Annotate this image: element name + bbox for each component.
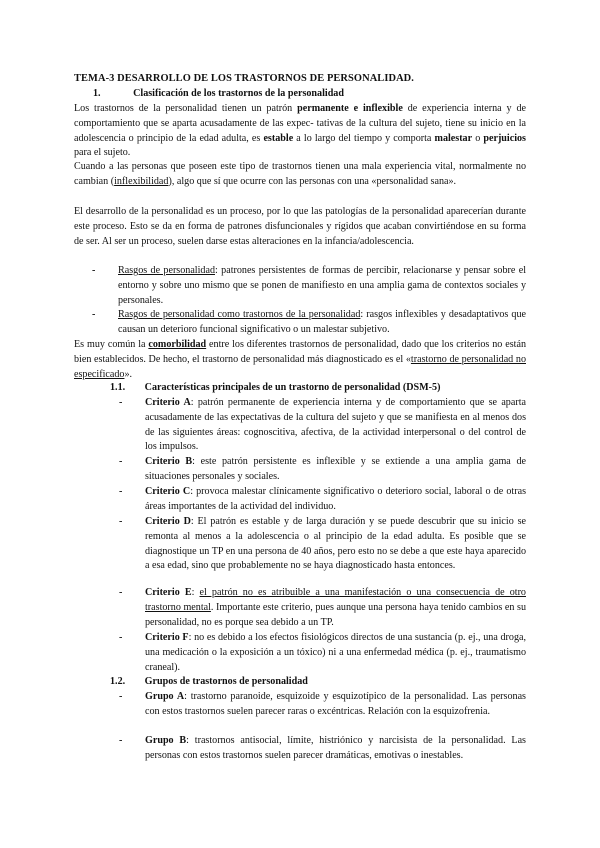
list-item (119, 631, 526, 676)
p1-text-d: a lo largo del tiempo y comporta (293, 132, 435, 144)
bullet-dash: - (92, 309, 96, 320)
p1-bold-malestar: malestar (434, 132, 473, 144)
p1-text-c: de experiencia interna y de comportamiento que se aparta acusadamente de las expec- tativas de la cultura del sujeto, tiene su inicio en la adolescencia o principio de la edad adulta, es (74, 103, 526, 144)
list-item (119, 690, 526, 734)
criterion-body: . Importante este criterio, pues aunque una persona haya tenido cambios en su personalidad, no es porque sea debido a un TP. (145, 601, 526, 628)
paragraph-2 (74, 160, 526, 190)
bullet-dash: - (119, 486, 123, 497)
group-body: : trastorno paranoide, esquizoide y esquizotípico de la personalidad. Las personas con estos trastornos suelen parecer raras o excéntricas. Relación con la esquizofrenia. (145, 691, 526, 717)
p1-text-f: para el sujeto. (74, 147, 131, 159)
bullet-dash: - (119, 397, 123, 408)
bullet-text (145, 734, 526, 764)
bullet-text: Criterio E: el patrón no es atribuible a una manifestación o una consecuencia de otro trastorno mental. Importante este criterio, pues aunque una persona haya tenido cambios en su personalidad, no es porque sea debido a un TP. (145, 587, 526, 628)
list-item (119, 455, 526, 485)
p1-text-e: o (472, 132, 484, 144)
list-item (119, 485, 526, 515)
section-1-1-heading (110, 381, 440, 396)
p2-text-a: Cuando a las personas que poseen este tipo de trastornos tienen una mala experiencia vital, normalmente no cambian ( (74, 161, 526, 187)
section-1-2-number: 1.2. (110, 676, 126, 687)
list-item (119, 396, 526, 455)
bullet-body: : patrones persistentes de formas de percibir, relacionarse y pensar sobre el entorno y sobre uno mismo que se ponen de manifiesto en una amplia gama de contextos sociales y personales. (118, 265, 526, 306)
section-1-1-title: Características principales de un trastorno de personalidad (DSM-5) (144, 382, 441, 393)
bullet-text (118, 308, 526, 338)
bullet-label: Rasgos de personalidad (118, 265, 215, 276)
bullet-text (145, 631, 526, 675)
criterion-body: : no es debido a los efectos fisiológicos directos de una sustancia (p. ej., una droga, una medicación o la exposición a un tóxico) ni a una enfermedad médica (p. ej., traumatismo craneal). (145, 632, 527, 673)
paragraph-1 (74, 102, 526, 161)
criterion-label: Criterio E (145, 587, 192, 598)
group-label: Grupo B (145, 735, 187, 746)
criterion-label: Criterio A (145, 397, 191, 408)
p2-underline-inflexibilidad: inflexibilidad (114, 175, 169, 187)
paragraph-3 (74, 205, 526, 249)
p4-underline-trastorno: trastorno de personalidad no especificado (74, 353, 526, 380)
p3-text: El desarrollo de la personalidad es un proceso, por lo que las patologías de la personalidad aparecerían durante este proceso. Esto se da en forma de patrones disfuncionales y rígidos que acaban convirtiéndose en su forma de ser. Al ser un proceso, suelen darse estas alteraciones en la infancia/adolescencia. (74, 206, 526, 247)
section-1-heading (93, 87, 344, 102)
p1-bold-permanente: permanente e inflexible (297, 103, 403, 114)
section-1-1-number: 1.1. (110, 382, 126, 393)
bullet-label: Rasgos de personalidad como trastornos de la personalidad (118, 309, 361, 320)
document-title: TEMA-3 DESARROLLO DE LOS TRASTORNOS DE PERSONALIDAD. (74, 73, 414, 84)
section-1-number: 1. (93, 88, 101, 99)
section-1-title: Clasificación de los trastornos de la personalidad (133, 88, 344, 99)
p1-bold-perjuicios: perjuicios (483, 132, 526, 144)
section-1-2-title: Grupos de trastornos de personalidad (144, 676, 308, 687)
p1-bold-estable: estable (263, 132, 294, 144)
criterion-underline: el patrón no es atribuible a una manifestación o una consecuencia de otro trastorno mental (145, 587, 526, 613)
bullet-text (145, 396, 526, 455)
paragraph-4 (74, 338, 526, 382)
bullet-text (145, 690, 526, 720)
p4-bold-comorbilidad: comorbilidad (148, 339, 207, 350)
bullet-text (145, 455, 526, 485)
bullet-dash: - (119, 587, 123, 598)
criterion-body: : El patrón es estable y de larga duración y se puede descubrir que su inicio se remonta al menos a la adolescencia o al principio de la edad adulta. Es posible que se diagnostique un TP en una persona de 40 años, pero esto no se debe a que este haya aparecido a esa edad, sino que probablemente no se haya diagnosticado hasta entonces. (145, 516, 526, 572)
p2-text-b: ), algo que sí que ocurre con las personas con una «personalidad sana». (168, 175, 457, 187)
criterion-body: : patrón permanente de experiencia interna y de comportamiento que se aparta acusadamente de las expectativas de la cultura del sujeto y que se manifiesta en al menos dos de las siguientes áreas: cognoscitiva, afectiva, de la actividad interpersonal o del control de los impulsos. (145, 397, 526, 453)
bullet-body: : rasgos inflexibles y desadaptativos que causan un deterioro funcional significativo o un malestar subjetivo. (118, 309, 526, 335)
bullet-dash: - (119, 632, 123, 643)
list-item (119, 734, 526, 764)
criterion-label: Criterio D (145, 516, 191, 527)
p4-text-c: ». (124, 368, 133, 380)
section-1-2-heading (110, 675, 308, 690)
list-item (92, 308, 526, 338)
list-item (119, 586, 526, 631)
bullet-dash: - (119, 456, 123, 467)
criterion-body: : este patrón persistente es inflexible y se extiende a una amplia gama de situaciones personales y sociales. (145, 456, 526, 482)
list-item (92, 264, 526, 308)
list-item (119, 515, 526, 583)
bullet-dash: - (92, 265, 96, 276)
bullet-dash: - (119, 691, 123, 702)
p4-text-b: entre los diferentes trastornos de personalidad, dado que los criterios no están bien establecidos. De hecho, el trastorno de personalidad más diagnosticado es el « (74, 339, 526, 365)
criterion-label: Criterio B (145, 456, 193, 467)
bullet-dash: - (119, 735, 123, 746)
criterion-label: Criterio C (145, 486, 191, 497)
p1-text-a: Los trastornos de la personalidad tienen un patrón (74, 103, 298, 114)
bullet-text (118, 264, 526, 308)
bullet-text (145, 515, 526, 574)
criterion-body: : provoca malestar clínicamente significativo o deterioro social, laboral o de otras áreas importantes de la actividad del individuo. (145, 486, 526, 512)
group-label: Grupo A (145, 691, 185, 702)
group-body: : trastornos antisocial, límite, histriónico y narcisista de la personalidad. Las personas con estos trastornos suelen parecer dramáticas, emotivas o inestables. (145, 735, 526, 761)
p4-text-a: Es muy común la (74, 339, 149, 350)
criterion-label: Criterio F (145, 632, 189, 643)
bullet-text (145, 485, 526, 515)
bullet-dash: - (119, 516, 123, 527)
